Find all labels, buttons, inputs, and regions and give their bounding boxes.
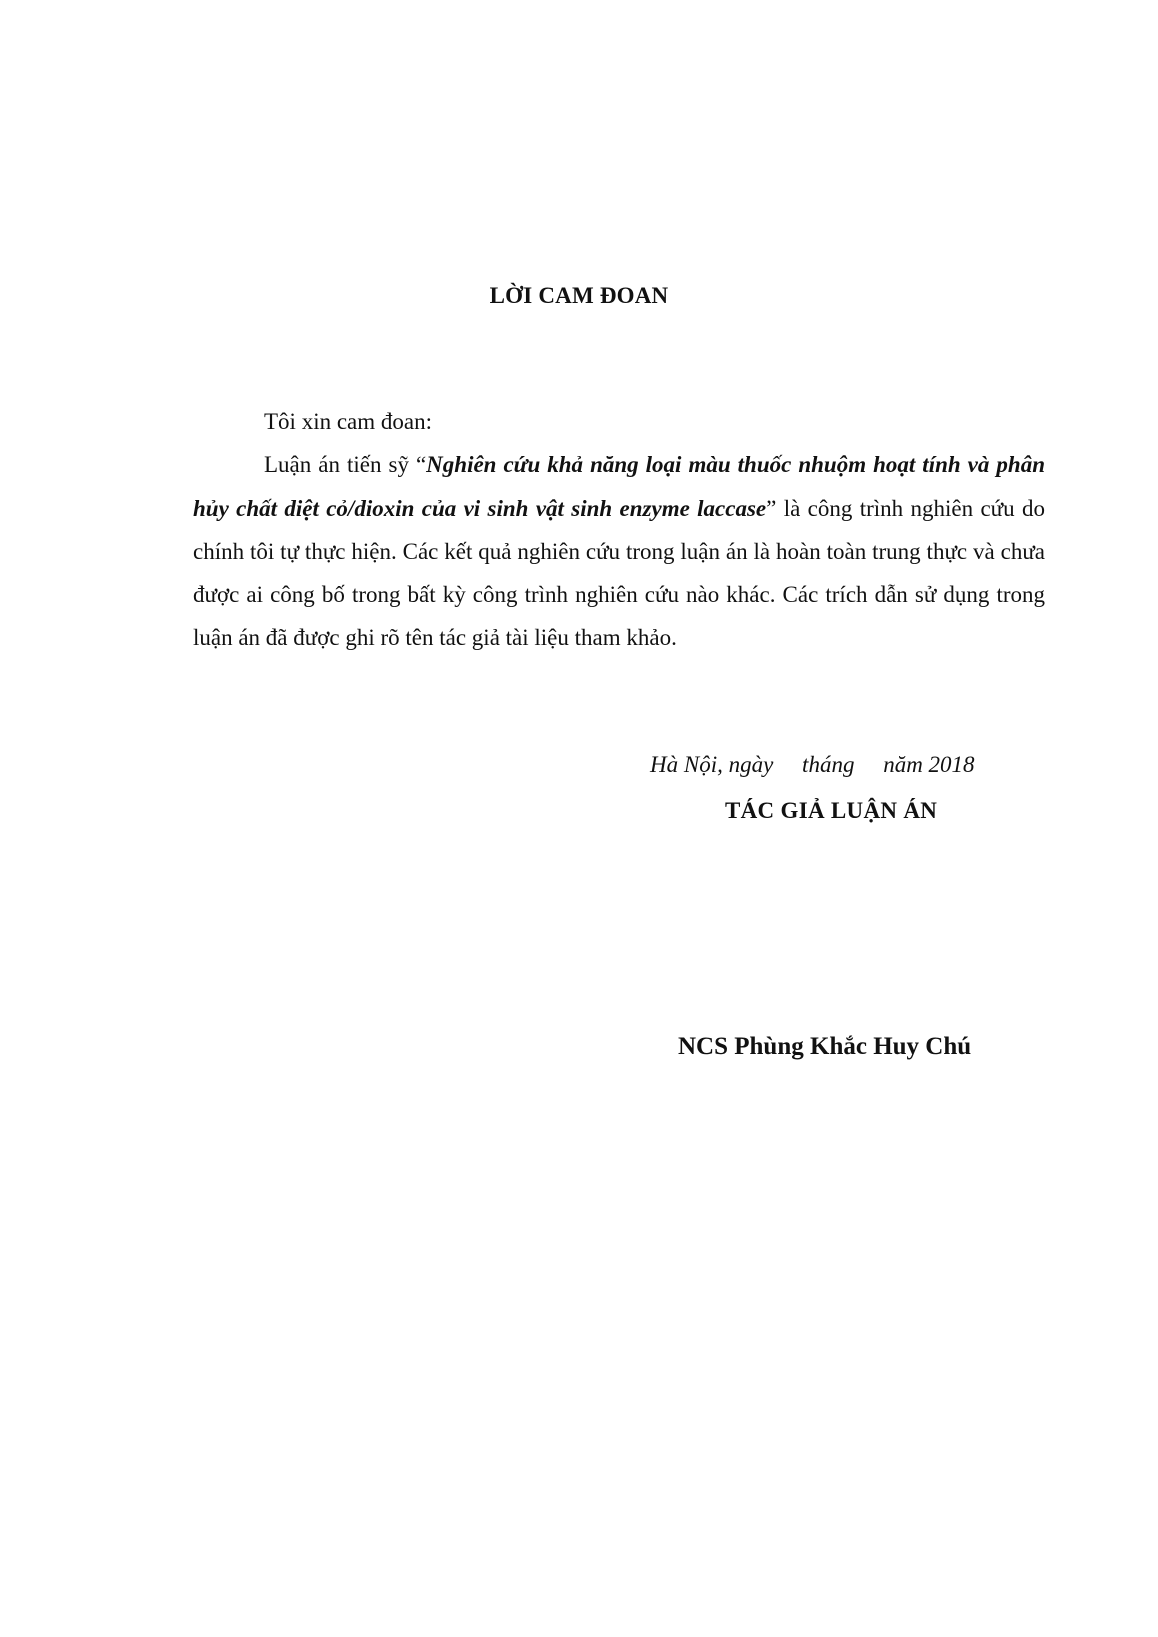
declaration-paragraph [193,443,1045,659]
place-date-line: Hà Nội, ngày tháng năm 2018 [650,752,975,777]
thesis-title: Nghiên cứu khả năng loại màu thuốc nhuộm hoạt tính và phân hủy chất diệt cỏ/dioxin của vi sinh vật sinh enzyme laccase [193,452,1045,521]
author-role: TÁC GIẢ LUẬN ÁN [725,798,938,823]
page-title: LỜI CAM ĐOAN [489,283,669,308]
paragraph-closing: ” là công trình nghiên cứu do chính tôi tự thực hiện. Các kết quả nghiên cứu trong luận án là hoàn toàn trung thực và chưa được ai công bố trong bất kỳ công trình nghiên cứu nào khác. Các trích dẫn sử dụng trong luận án đã được ghi rõ tên tác giả tài liệu tham khảo. [193,495,1045,651]
declaration-body [193,400,1045,660]
author-name: NCS Phùng Khắc Huy Chú [678,1033,972,1060]
paragraph-opening: Luận án tiến sỹ “ [264,452,427,478]
declaration-intro: Tôi xin cam đoan: [264,409,432,434]
